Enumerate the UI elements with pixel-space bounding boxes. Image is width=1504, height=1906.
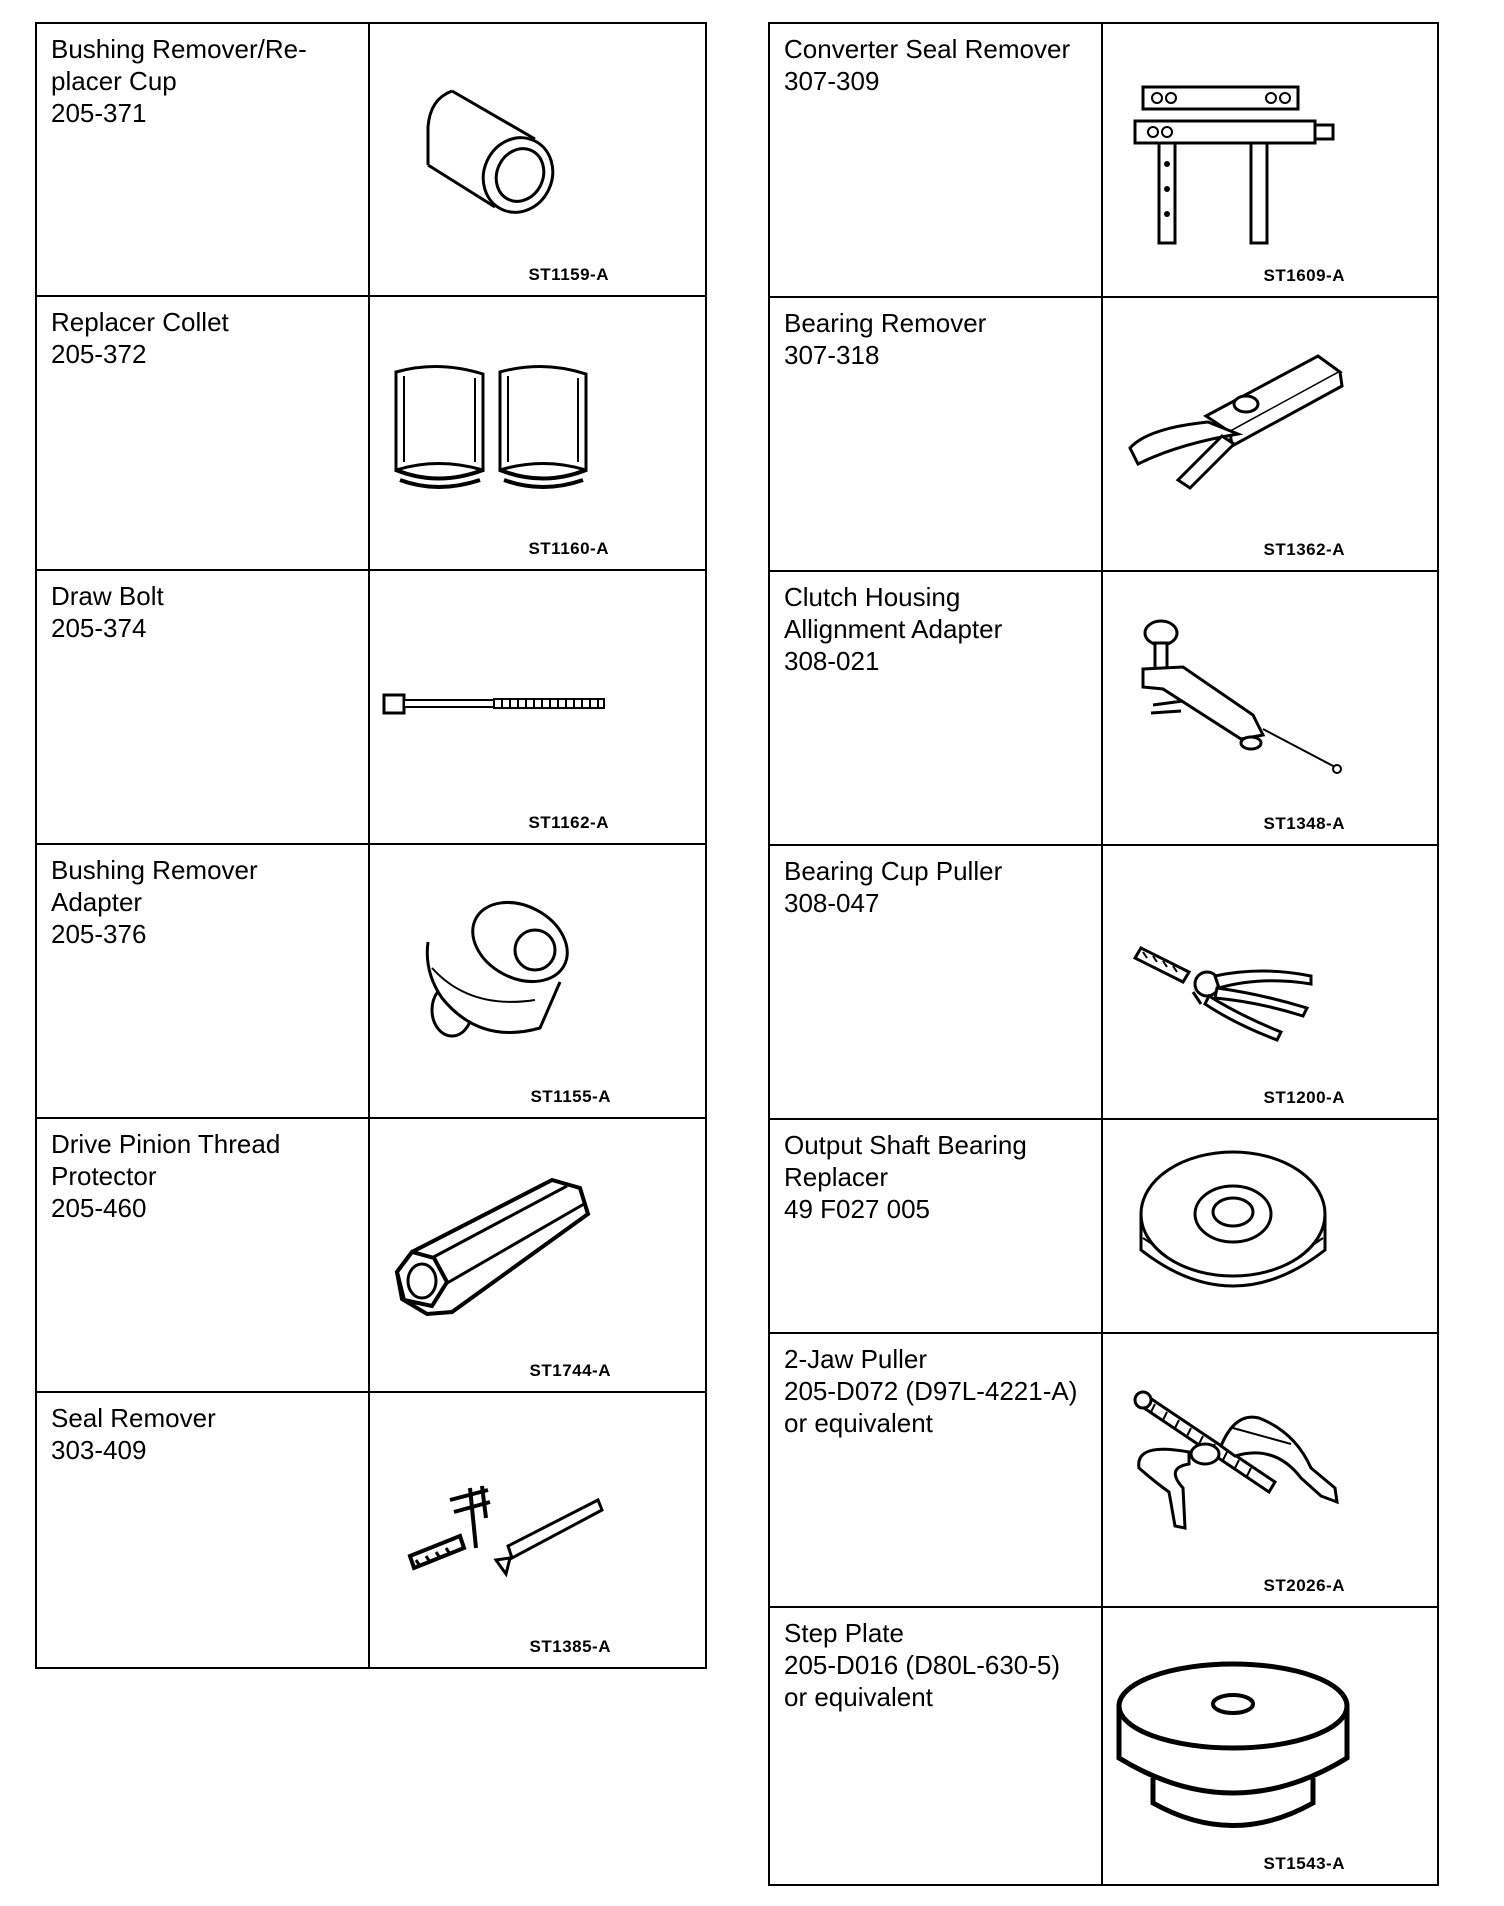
tool-illustration — [370, 24, 705, 295]
figure-code: ST1609-A — [1263, 266, 1345, 285]
tool-illustration — [1103, 846, 1437, 1118]
tool-number: 205-460 — [51, 1193, 147, 1223]
tool-illustration — [370, 297, 705, 569]
tool-number: 205-D016 (D80L-630-5) — [784, 1650, 1061, 1680]
figure-code: ST1385-A — [529, 1637, 611, 1656]
tool-name: Bushing Remover — [51, 855, 258, 885]
tool-illustration — [1103, 24, 1437, 296]
tool-description — [770, 1334, 1103, 1606]
tool-name: Bearing Remover — [784, 308, 987, 338]
right-tool-table — [768, 22, 1439, 1886]
converter-seal-remover-icon — [1131, 79, 1351, 254]
tool-illustration — [370, 1393, 705, 1667]
tool-illustration — [1103, 1608, 1437, 1884]
tool-row — [37, 571, 705, 845]
tool-name: Seal Remover — [51, 1403, 216, 1433]
figure-code: ST1543-A — [1263, 1854, 1345, 1873]
figure-code: ST1155-A — [530, 1087, 611, 1106]
figure-code: ST1159-A — [528, 265, 609, 284]
cup-puller-icon — [1131, 936, 1331, 1046]
tool-description — [37, 845, 370, 1117]
tool-name: Step Plate — [784, 1618, 904, 1648]
tool-name: Draw Bolt — [51, 581, 164, 611]
alignment-adapter-icon — [1123, 617, 1353, 782]
tool-name: Output Shaft Bearing — [784, 1130, 1027, 1160]
tool-number: 205-D072 (D97L-4221-A) — [784, 1376, 1078, 1406]
tool-row — [770, 572, 1437, 846]
tool-number: 49 F027 005 — [784, 1194, 931, 1224]
tool-name: Protector — [51, 1161, 157, 1191]
tool-row — [37, 297, 705, 571]
tool-row — [770, 846, 1437, 1120]
tool-name: placer Cup — [51, 66, 177, 96]
figure-code: ST1162-A — [528, 813, 609, 832]
tool-description — [37, 297, 370, 569]
tool-description — [37, 1393, 370, 1667]
bearing-replacer-icon — [1133, 1142, 1333, 1312]
tool-row — [37, 1393, 705, 1667]
tool-illustration — [1103, 572, 1437, 844]
tool-name: Replacer — [784, 1162, 889, 1192]
tool-row — [770, 1608, 1437, 1884]
tool-number: 303-409 — [51, 1435, 147, 1465]
figure-code: ST2026-A — [1263, 1576, 1345, 1595]
tool-illustration — [370, 845, 705, 1117]
tool-name: Allignment Adapter — [784, 614, 1003, 644]
draw-bolt-icon — [380, 689, 610, 719]
tool-number: 205-371 — [51, 98, 147, 128]
tool-number: 307-318 — [784, 340, 880, 370]
tool-illustration — [1103, 298, 1437, 570]
tool-row — [37, 1119, 705, 1393]
tool-row — [37, 24, 705, 297]
tool-name: Replacer Collet — [51, 307, 229, 337]
tool-illustration — [1103, 1334, 1437, 1606]
tool-name: Bushing Remover/Re- — [51, 34, 307, 64]
tool-description — [37, 24, 370, 295]
tool-name: 2-Jaw Puller — [784, 1344, 928, 1374]
bushing-cup-icon — [410, 79, 570, 219]
tool-illustration — [370, 1119, 705, 1391]
collet-icon — [388, 362, 598, 497]
tool-illustration — [370, 571, 705, 843]
tool-number: 205-376 — [51, 919, 147, 949]
tool-description — [770, 572, 1103, 844]
tool-name: Converter Seal Remover — [784, 34, 1071, 64]
step-plate-icon — [1113, 1658, 1353, 1838]
tool-illustration — [1103, 1120, 1437, 1332]
tool-description — [37, 571, 370, 843]
tool-number: 307-309 — [784, 66, 880, 96]
figure-code: ST1744-A — [529, 1361, 611, 1380]
tool-row — [770, 1120, 1437, 1334]
two-jaw-puller-icon — [1125, 1382, 1350, 1552]
tool-description — [770, 24, 1103, 296]
figure-code: ST1348-A — [1263, 814, 1345, 833]
tool-row — [37, 845, 705, 1119]
figure-code: ST1362-A — [1263, 540, 1345, 559]
tool-description — [770, 1120, 1103, 1332]
tool-note: or equivalent — [784, 1408, 933, 1438]
tool-name: Drive Pinion Thread — [51, 1129, 281, 1159]
tool-note: or equivalent — [784, 1682, 933, 1712]
tool-row — [770, 24, 1437, 298]
tool-number: 308-047 — [784, 888, 880, 918]
tool-row — [770, 1334, 1437, 1608]
tool-description — [770, 1608, 1103, 1884]
hex-protector-icon — [392, 1174, 602, 1324]
tool-description — [770, 846, 1103, 1118]
tool-name: Clutch Housing — [784, 582, 961, 612]
tool-number: 205-372 — [51, 339, 147, 369]
tool-row — [770, 298, 1437, 572]
tool-name: Adapter — [51, 887, 143, 917]
tool-description — [770, 298, 1103, 570]
tool-name: Bearing Cup Puller — [784, 856, 1003, 886]
tool-number: 205-374 — [51, 613, 147, 643]
bearing-remover-icon — [1118, 348, 1353, 498]
adapter-icon — [410, 900, 580, 1060]
left-tool-table — [35, 22, 707, 1669]
seal-remover-icon — [400, 1478, 610, 1588]
tool-description — [37, 1119, 370, 1391]
tool-number: 308-021 — [784, 646, 880, 676]
figure-code: ST1200-A — [1263, 1088, 1345, 1107]
figure-code: ST1160-A — [528, 539, 609, 558]
